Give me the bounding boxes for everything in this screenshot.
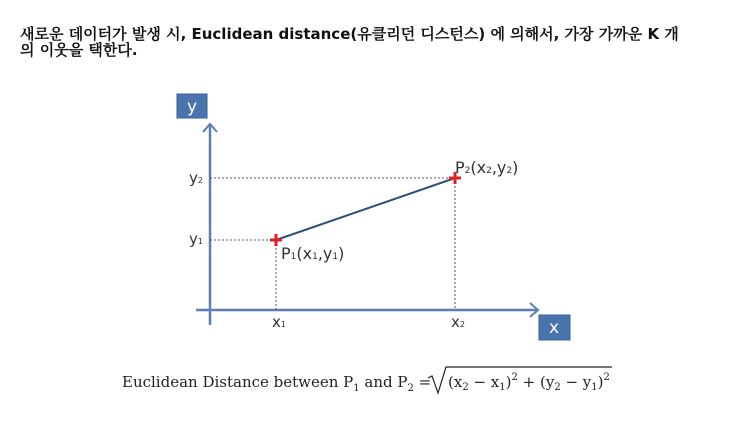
point-p2-label: P2(x2,y2) — [455, 158, 519, 177]
heading-line-1: 새로운 데이터가 발생 시, Euclidean distance(유클리던 디스턴스) 에 의해서, 가장 가까운 K 개 — [20, 25, 679, 43]
formula-rhs: $(x_2 - x_1)^2 + (y_2 - y_1)^2$ — [448, 372, 610, 393]
distance-segment — [276, 178, 455, 240]
formula-lhs: Euclidean Distance between $P_1$ and $P_2$ = — [122, 373, 432, 394]
y-axis-label-box — [177, 94, 207, 118]
x-axis-label-box — [539, 315, 570, 340]
y-axis-label: y — [186, 97, 198, 117]
x-axis-label: x — [548, 318, 560, 338]
x-tick-x1: x1 — [272, 313, 286, 331]
heading-line-2: 의 이웃을 택한다. — [20, 41, 138, 59]
x-tick-x2: x2 — [451, 313, 465, 331]
y-tick-y1: y1 — [189, 230, 203, 248]
y-tick-y2: y2 — [189, 169, 203, 187]
point-p1-label: P1(x1,y1) — [281, 244, 345, 263]
